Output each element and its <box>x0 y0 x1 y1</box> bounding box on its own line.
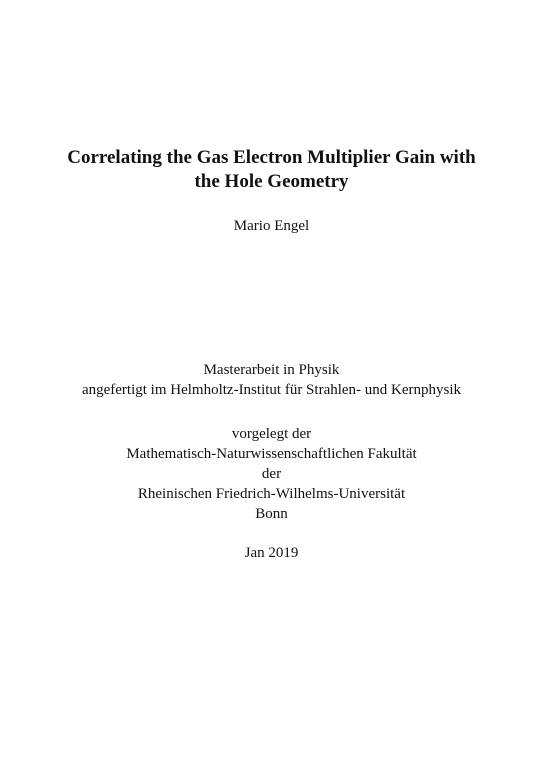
thesis-institute: angefertigt im Helmholtz-Institut für Strahlen- und Kernphysik <box>81 382 462 398</box>
document-title <box>0 146 543 194</box>
submission-line-1: vorgelegt der <box>231 426 312 442</box>
title-line-1: Correlating the Gas Electron Multiplier Gain with <box>67 147 476 168</box>
submission-city: Bonn <box>255 506 288 522</box>
submission-line-3: der <box>261 466 282 482</box>
document-date: Jan 2019 <box>244 545 299 561</box>
submission-university: Rheinischen Friedrich-Wilhelms-Universität <box>137 486 406 502</box>
submission-info <box>0 424 543 524</box>
author-name: Mario Engel <box>233 218 310 234</box>
submission-faculty: Mathematisch-Naturwissenschaftlichen Fakultät <box>126 446 417 462</box>
thesis-description <box>0 360 543 400</box>
title-line-2: the Hole Geometry <box>194 171 349 192</box>
thesis-type: Masterarbeit in Physik <box>203 362 340 378</box>
